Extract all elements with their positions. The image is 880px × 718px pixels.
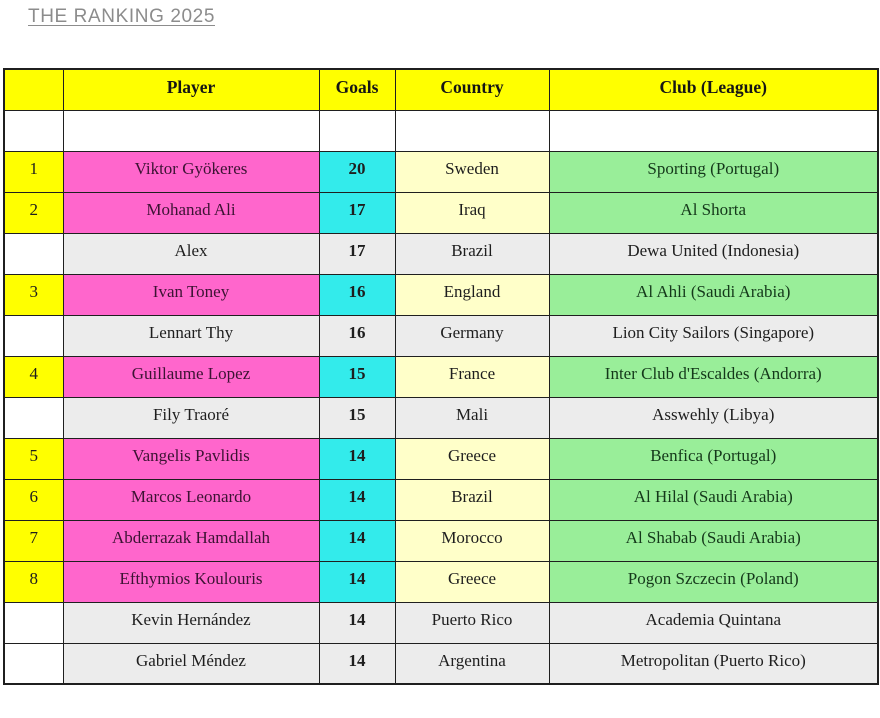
rank-cell: 2 xyxy=(4,192,63,233)
player-cell: Ivan Toney xyxy=(63,274,319,315)
table-row xyxy=(4,192,878,233)
table-row xyxy=(4,110,878,151)
club-cell: Al Hilal (Saudi Arabia) xyxy=(549,479,878,520)
club-cell: Al Shabab (Saudi Arabia) xyxy=(549,520,878,561)
rank-cell: 7 xyxy=(4,520,63,561)
club-cell: Benfica (Portugal) xyxy=(549,438,878,479)
player-cell: Abderrazak Hamdallah xyxy=(63,520,319,561)
goals-cell xyxy=(319,110,395,151)
rank-cell: 4 xyxy=(4,356,63,397)
rank-cell: 6 xyxy=(4,479,63,520)
table-row xyxy=(4,233,878,274)
country-cell: France xyxy=(395,356,549,397)
rank-cell xyxy=(4,233,63,274)
goals-cell: 15 xyxy=(319,356,395,397)
country-cell: Brazil xyxy=(395,233,549,274)
goals-cell: 20 xyxy=(319,151,395,192)
club-cell: Pogon Szczecin (Poland) xyxy=(549,561,878,602)
country-cell: Argentina xyxy=(395,643,549,684)
goals-cell: 16 xyxy=(319,274,395,315)
player-cell: Guillaume Lopez xyxy=(63,356,319,397)
header-rank xyxy=(4,69,63,110)
goals-cell: 14 xyxy=(319,479,395,520)
country-cell: Brazil xyxy=(395,479,549,520)
country-cell xyxy=(395,110,549,151)
player-cell: Marcos Leonardo xyxy=(63,479,319,520)
header-goals: Goals xyxy=(319,69,395,110)
table-row xyxy=(4,397,878,438)
player-cell: Fily Traoré xyxy=(63,397,319,438)
rank-cell xyxy=(4,110,63,151)
header-country: Country xyxy=(395,69,549,110)
table-row xyxy=(4,602,878,643)
rank-cell xyxy=(4,643,63,684)
country-cell: Sweden xyxy=(395,151,549,192)
country-cell: Mali xyxy=(395,397,549,438)
table-row xyxy=(4,438,878,479)
goals-cell: 14 xyxy=(319,561,395,602)
country-cell: Iraq xyxy=(395,192,549,233)
table-row xyxy=(4,561,878,602)
player-cell: Kevin Hernández xyxy=(63,602,319,643)
player-cell: Gabriel Méndez xyxy=(63,643,319,684)
rank-cell: 8 xyxy=(4,561,63,602)
goals-cell: 14 xyxy=(319,602,395,643)
table-row xyxy=(4,479,878,520)
club-cell: Inter Club d'Escaldes (Andorra) xyxy=(549,356,878,397)
goals-cell: 16 xyxy=(319,315,395,356)
goals-cell: 17 xyxy=(319,233,395,274)
club-cell: Metropolitan (Puerto Rico) xyxy=(549,643,878,684)
club-cell: Academia Quintana xyxy=(549,602,878,643)
rank-cell xyxy=(4,315,63,356)
player-cell: Alex xyxy=(63,233,319,274)
rank-cell xyxy=(4,602,63,643)
country-cell: Morocco xyxy=(395,520,549,561)
table-row xyxy=(4,315,878,356)
club-cell: Sporting (Portugal) xyxy=(549,151,878,192)
country-cell: Greece xyxy=(395,438,549,479)
rank-cell xyxy=(4,397,63,438)
player-cell xyxy=(63,110,319,151)
player-cell: Viktor Gyökeres xyxy=(63,151,319,192)
club-cell: Al Ahli (Saudi Arabia) xyxy=(549,274,878,315)
rank-cell: 1 xyxy=(4,151,63,192)
header-player: Player xyxy=(63,69,319,110)
club-cell: Lion City Sailors (Singapore) xyxy=(549,315,878,356)
country-cell: Greece xyxy=(395,561,549,602)
table-row xyxy=(4,274,878,315)
goals-cell: 15 xyxy=(319,397,395,438)
player-cell: Mohanad Ali xyxy=(63,192,319,233)
goals-cell: 17 xyxy=(319,192,395,233)
goals-cell: 14 xyxy=(319,643,395,684)
player-cell: Efthymios Koulouris xyxy=(63,561,319,602)
rank-cell: 3 xyxy=(4,274,63,315)
header-club: Club (League) xyxy=(549,69,878,110)
table-row xyxy=(4,151,878,192)
table-row xyxy=(4,356,878,397)
goals-cell: 14 xyxy=(319,438,395,479)
country-cell: Puerto Rico xyxy=(395,602,549,643)
header-row xyxy=(4,69,878,110)
rank-cell: 5 xyxy=(4,438,63,479)
player-cell: Vangelis Pavlidis xyxy=(63,438,319,479)
country-cell: Germany xyxy=(395,315,549,356)
club-cell: Al Shorta xyxy=(549,192,878,233)
club-cell xyxy=(549,110,878,151)
country-cell: England xyxy=(395,274,549,315)
ranking-title-link[interactable]: THE RANKING 2025 xyxy=(28,6,215,27)
player-cell: Lennart Thy xyxy=(63,315,319,356)
ranking-table xyxy=(3,68,879,685)
table-row xyxy=(4,643,878,684)
club-cell: Asswehly (Libya) xyxy=(549,397,878,438)
club-cell: Dewa United (Indonesia) xyxy=(549,233,878,274)
goals-cell: 14 xyxy=(319,520,395,561)
table-row xyxy=(4,520,878,561)
